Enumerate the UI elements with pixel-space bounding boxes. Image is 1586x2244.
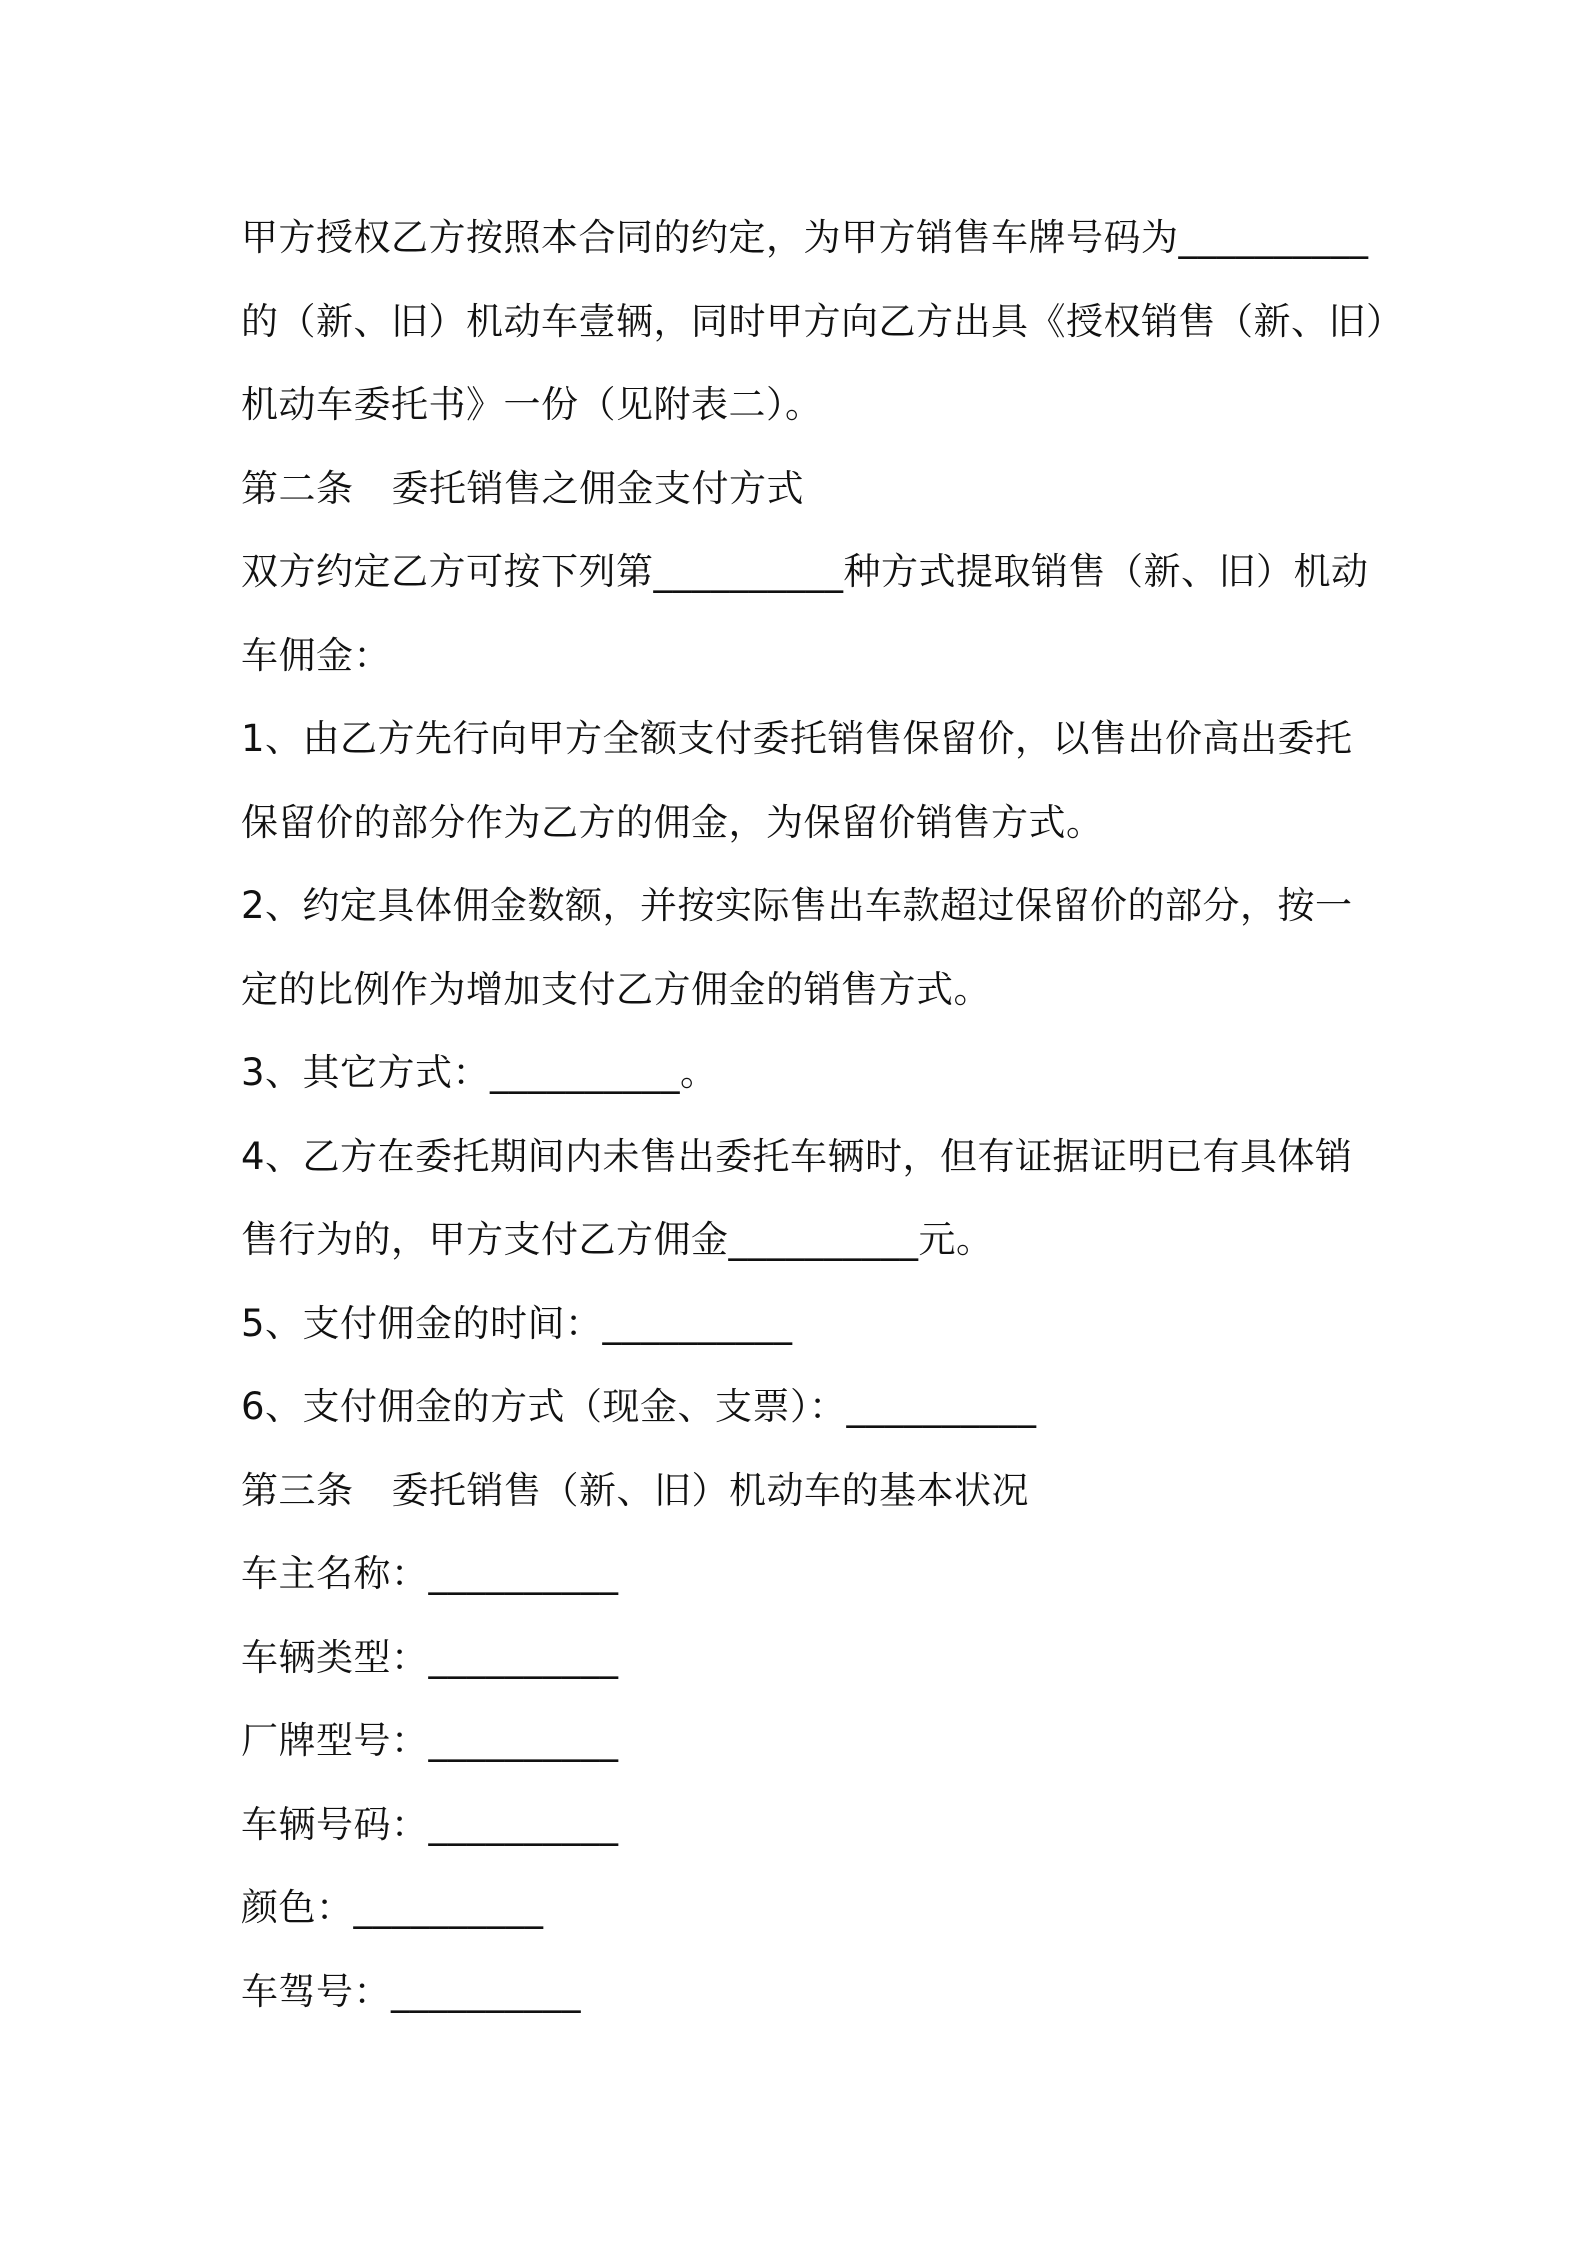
item4-text: 4、乙方在委托期间内未售出委托车辆时，但有证据证明已有具体销	[241, 1134, 1353, 1178]
field-label: 车辆类型：	[241, 1635, 429, 1679]
list-item	[241, 864, 1361, 948]
field-brand-model	[241, 1699, 1361, 1783]
item5-label: 5、支付佣金的时间：	[241, 1301, 603, 1345]
field-label: 车辆号码：	[241, 1802, 429, 1846]
list-item	[241, 1282, 1361, 1366]
field-blank: __________	[428, 1802, 619, 1846]
article2-intro: 双方约定乙方可按下列第	[241, 550, 654, 593]
payment-method-blank: __________	[846, 1385, 1037, 1428]
article1-text: 的（新、旧）机动车壹辆，同时甲方向乙方出具《授权销售（新、旧）	[241, 299, 1404, 343]
field-color	[241, 1866, 1361, 1950]
list-item	[241, 697, 1361, 781]
item4-label: 售行为的，甲方支付乙方佣金	[241, 1218, 729, 1261]
field-frame-number	[241, 1950, 1361, 2034]
item2-text: 定的比例作为增加支付乙方佣金的销售方式。	[241, 967, 991, 1011]
list-item	[241, 1031, 1361, 1115]
item3-label: 3、其它方式：	[241, 1051, 491, 1094]
article2-intro: 车佣金：	[241, 633, 391, 677]
list-item	[241, 948, 1361, 1032]
item4-end: 元。	[918, 1218, 994, 1261]
field-label: 颜色：	[241, 1886, 354, 1929]
list-item	[241, 1198, 1361, 1282]
item1-text: 1、由乙方先行向甲方全额支付委托销售保留价，以售出价高出委托	[241, 717, 1353, 760]
item1-text: 保留价的部分作为乙方的佣金，为保留价销售方式。	[241, 800, 1104, 844]
article3-heading	[241, 1449, 1361, 1533]
field-vehicle-number	[241, 1783, 1361, 1867]
document-body	[241, 196, 1404, 2033]
field-label: 车主名称：	[241, 1552, 429, 1595]
article-number: 第二条	[241, 466, 354, 510]
field-vehicle-type	[241, 1616, 1361, 1700]
field-blank: __________	[428, 1635, 619, 1679]
article-number: 第三条	[241, 1468, 354, 1512]
article2-intro: 种方式提取销售（新、旧）机动	[843, 550, 1369, 593]
field-owner-name	[241, 1532, 1361, 1616]
article-title: 委托销售之佣金支付方式	[391, 466, 804, 510]
field-blank: __________	[391, 1969, 581, 2013]
list-item	[241, 781, 1361, 865]
field-blank: __________	[428, 1552, 619, 1595]
list-item	[241, 1365, 1361, 1449]
paragraph-line	[241, 363, 1361, 447]
list-item	[241, 1115, 1361, 1199]
article2-heading	[241, 447, 1361, 531]
item2-text: 2、约定具体佣金数额，并按实际售出车款超过保留价的部分，按一	[241, 884, 1353, 927]
article-title: 委托销售（新、旧）机动车的基本状况	[391, 1468, 1029, 1512]
item3-end: 。	[680, 1051, 718, 1094]
method-number-blank: __________	[653, 550, 844, 593]
field-blank: __________	[353, 1886, 544, 1929]
item6-label: 6、支付佣金的方式（现金、支票）：	[241, 1385, 847, 1428]
field-label: 厂牌型号：	[241, 1719, 429, 1762]
paragraph-line	[241, 196, 1369, 280]
article1-text: 甲方授权乙方按照本合同的约定，为甲方销售车牌号码为	[241, 216, 1179, 259]
paragraph-line	[241, 530, 1369, 614]
article1-text: 机动车委托书》一份（见附表二）。	[241, 383, 823, 426]
paragraph-line	[241, 280, 1404, 364]
field-label: 车驾号：	[241, 1969, 391, 2013]
payment-time-blank: __________	[602, 1301, 793, 1345]
field-blank: __________	[428, 1719, 619, 1762]
other-method-blank: __________	[490, 1051, 681, 1094]
plate-number-blank: __________	[1178, 216, 1369, 259]
commission-amount-blank: __________	[728, 1218, 919, 1261]
paragraph-line	[241, 614, 1361, 698]
